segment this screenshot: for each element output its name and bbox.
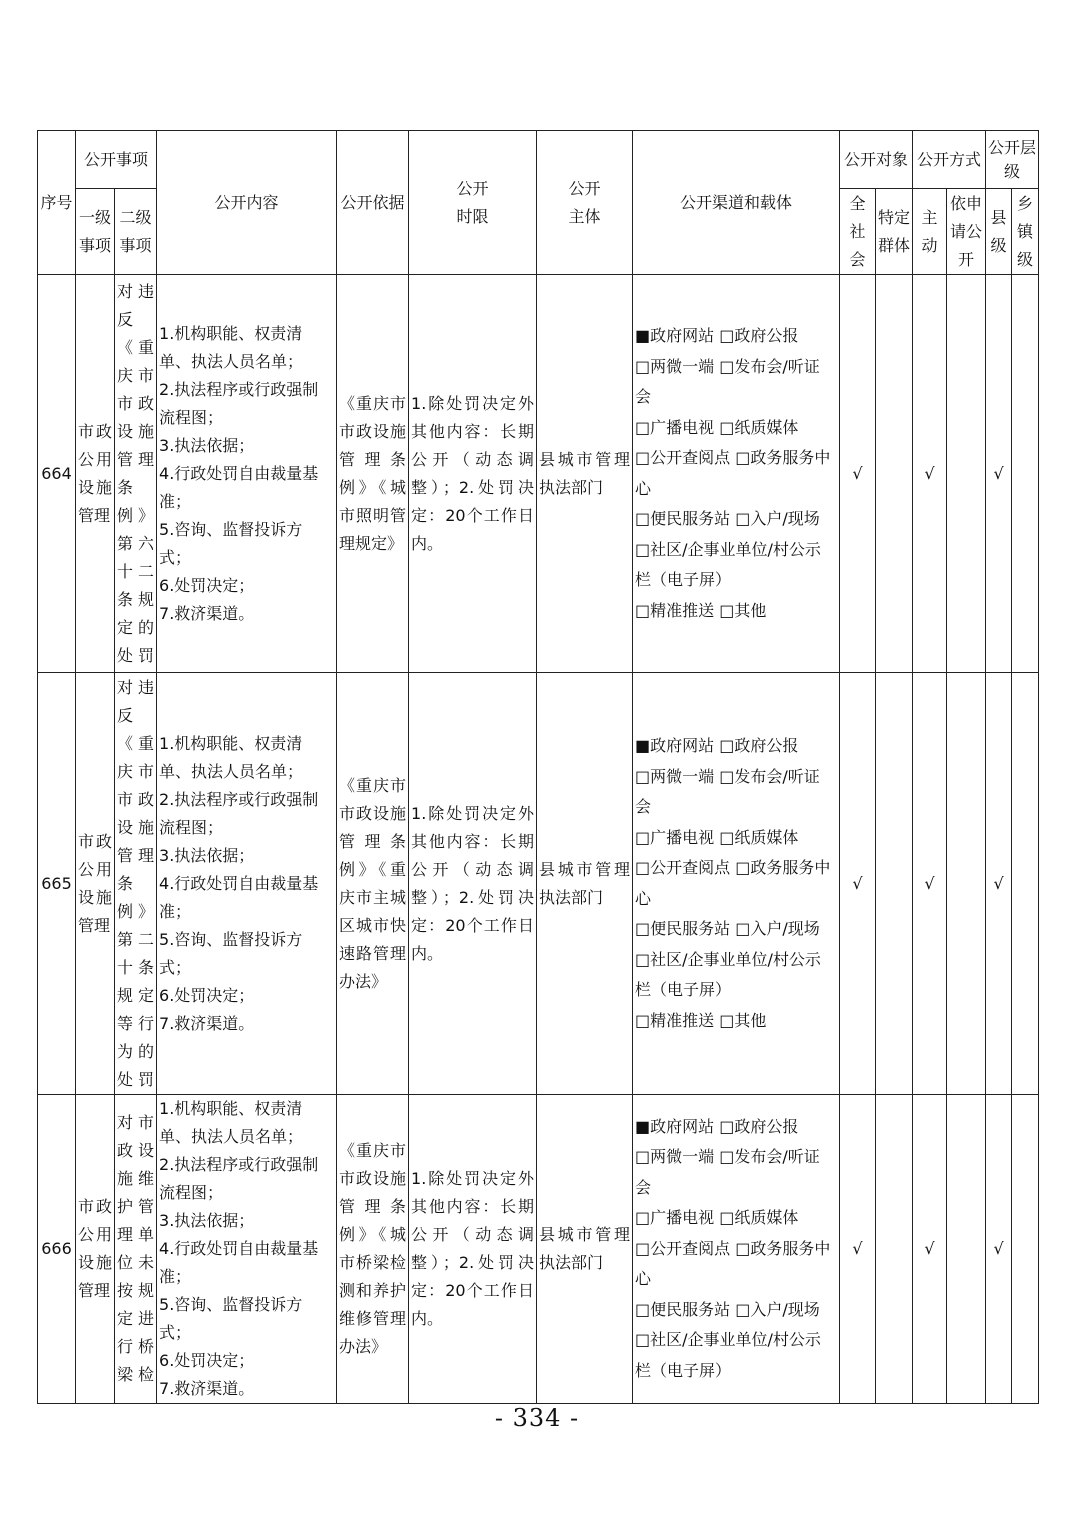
content-line: 2.执法程序或行政强制流程图； [159, 379, 319, 427]
content-line: 4.行政处罚自由裁量基准； [159, 1239, 319, 1286]
row-content [157, 1095, 337, 1404]
content-line: 4.行政处罚自由裁量基准； [159, 463, 319, 511]
content-line: 5.咨询、监督投诉方式； [159, 1295, 303, 1342]
row-level1: 市政公用设施管理 [76, 275, 115, 673]
channel-line: 心 [635, 888, 652, 908]
channel-line: □广播电视 □纸质媒体 [635, 1208, 799, 1228]
header-target-group: 公开对象 [840, 131, 913, 189]
row-subject: 县城市管理执法部门 [537, 1095, 633, 1404]
channel-line: 会 [635, 797, 652, 816]
row-level2: 对违反《重庆市市政设施管理条例》第二十条规定等行为的处罚 [115, 673, 157, 1095]
channel-line: □便民服务站 □入户/现场 [635, 509, 820, 528]
header-target-specific: 特定群体 [876, 189, 913, 275]
row-level-town [1012, 275, 1039, 673]
row-level2: 对违反《重庆市市政设施管理条例》第六十二条规定的处罚 [115, 275, 157, 673]
header-seq: 序号 [38, 131, 76, 275]
header-time-limit-line1: 公开 [456, 178, 489, 198]
disclosure-table [37, 130, 1039, 1404]
header-subject [537, 131, 633, 275]
channel-line: 会 [635, 387, 652, 406]
table-row [38, 1095, 1039, 1404]
channel-line: ■政府网站 □政府公报 [635, 1116, 799, 1136]
channel-line: □两微一端 □发布会/听证 [635, 356, 820, 376]
channel-line: □两微一端 □发布会/听证 [635, 766, 820, 786]
header-level-town: 乡镇级 [1012, 189, 1039, 275]
channel-line: □社区/企事业单位/村公示 [635, 1330, 821, 1350]
content-line: 1.机构职能、权责清单、执法人员名单； [159, 733, 304, 781]
header-level1: 一级事项 [76, 189, 115, 275]
channel-line: 会 [635, 1177, 652, 1197]
content-line: 7.救济渠道。 [159, 603, 255, 623]
row-content [157, 275, 337, 673]
row-channels [633, 673, 840, 1095]
row-seq: 666 [38, 1095, 76, 1404]
header-level2: 二级事项 [115, 189, 157, 275]
row-level-town [1012, 673, 1039, 1095]
content-line: 5.咨询、监督投诉方式； [159, 929, 303, 977]
row-basis: 《重庆市市政设施管理条例》《重庆市主城区城市快速路管理办法》 [337, 673, 409, 1095]
channel-line: □精准推送 □其他 [635, 1010, 767, 1030]
content-line: 7.救济渠道。 [159, 1013, 255, 1033]
channel-line: □精准推送 □其他 [635, 600, 767, 620]
channel-line: ■政府网站 □政府公报 [635, 326, 799, 345]
channel-line: □广播电视 □纸质媒体 [635, 827, 799, 847]
row-level-county: √ [986, 275, 1012, 673]
row-channels [633, 1095, 840, 1404]
row-level-county: √ [986, 673, 1012, 1095]
row-level-town [1012, 1095, 1039, 1404]
channel-line: □公开查阅点 □政务服务中 [635, 858, 831, 877]
header-time-limit-line2: 时限 [456, 206, 489, 226]
row-seq: 665 [38, 673, 76, 1095]
header-target-all: 全社会 [840, 189, 876, 275]
content-line: 1.机构职能、权责清单、执法人员名单； [159, 323, 304, 371]
row-method-request [947, 1095, 986, 1404]
header-subject-line1: 公开 [568, 178, 601, 198]
header-method-active: 主动 [913, 189, 947, 275]
channel-line: 栏（电子屏） [635, 570, 732, 589]
header-content: 公开内容 [157, 131, 337, 275]
header-level-group: 公开层级 [986, 131, 1039, 189]
content-line: 6.处罚决定； [159, 1351, 255, 1370]
row-method-active: √ [913, 275, 947, 673]
channel-line: 栏（电子屏） [635, 980, 732, 999]
row-basis: 《重庆市市政设施管理条例》《城市桥梁检测和养护维修管理办法》 [337, 1095, 409, 1404]
page-number: - 334 - [494, 1404, 580, 1432]
row-method-request [947, 275, 986, 673]
row-time-limit: 1.除处罚决定外其他内容：长期公开（动态调整）；2.处罚决定：20个工作日内。 [409, 1095, 537, 1404]
row-time-limit: 1.除处罚决定外其他内容：长期公开（动态调整）；2.处罚决定：20个工作日内。 [409, 673, 537, 1095]
content-line: 6.处罚决定； [159, 985, 255, 1005]
row-content [157, 673, 337, 1095]
row-target-specific [876, 673, 913, 1095]
table-row [38, 275, 1039, 673]
content-line: 4.行政处罚自由裁量基准； [159, 873, 319, 921]
channel-line: 心 [635, 478, 652, 498]
row-target-all: √ [840, 1095, 876, 1404]
row-method-active: √ [913, 1095, 947, 1404]
row-method-active: √ [913, 673, 947, 1095]
header-method-group: 公开方式 [913, 131, 986, 189]
row-level2: 对市政设施维护管理单位未按规定进行桥梁检 [115, 1095, 157, 1404]
row-seq: 664 [38, 275, 76, 673]
channel-line: □广播电视 □纸质媒体 [635, 417, 799, 437]
row-method-request [947, 673, 986, 1095]
channel-line: ■政府网站 □政府公报 [635, 736, 799, 755]
header-time-limit [409, 131, 537, 275]
header-method-request: 依申请公开 [947, 189, 986, 275]
row-level1: 市政公用设施管理 [76, 673, 115, 1095]
row-subject: 县城市管理执法部门 [537, 673, 633, 1095]
content-line: 7.救济渠道。 [159, 1379, 255, 1398]
row-level1: 市政公用设施管理 [76, 1095, 115, 1404]
header-basis: 公开依据 [337, 131, 409, 275]
content-line: 3.执法依据； [159, 845, 255, 865]
header-level-county: 县级 [986, 189, 1012, 275]
row-level-county: √ [986, 1095, 1012, 1404]
channel-line: □两微一端 □发布会/听证 [635, 1147, 820, 1167]
channel-line: □便民服务站 □入户/现场 [635, 919, 820, 938]
row-target-specific [876, 1095, 913, 1404]
header-channels: 公开渠道和载体 [633, 131, 840, 275]
content-line: 5.咨询、监督投诉方式； [159, 519, 303, 567]
channel-line: □社区/企事业单位/村公示 [635, 539, 821, 559]
row-target-all: √ [840, 275, 876, 673]
row-basis: 《重庆市市政设施管理条例》《城市照明管理规定》 [337, 275, 409, 673]
channel-line: 心 [635, 1269, 652, 1289]
channel-line: □社区/企事业单位/村公示 [635, 949, 821, 969]
channel-line: 栏（电子屏） [635, 1360, 732, 1380]
channel-line: □公开查阅点 □政务服务中 [635, 448, 831, 467]
content-line: 3.执法依据； [159, 435, 255, 455]
content-line: 2.执法程序或行政强制流程图； [159, 1155, 319, 1202]
content-line: 6.处罚决定； [159, 575, 255, 595]
content-line: 1.机构职能、权责清单、执法人员名单； [159, 1099, 304, 1146]
channel-line: □公开查阅点 □政务服务中 [635, 1238, 831, 1258]
header-subject-line2: 主体 [568, 206, 601, 226]
row-channels [633, 275, 840, 673]
row-target-all: √ [840, 673, 876, 1095]
row-target-specific [876, 275, 913, 673]
content-line: 3.执法依据； [159, 1211, 255, 1230]
row-subject: 县城市管理执法部门 [537, 275, 633, 673]
content-line: 2.执法程序或行政强制流程图； [159, 789, 319, 837]
row-time-limit: 1.除处罚决定外其他内容：长期公开（动态调整）；2.处罚决定：20个工作日内。 [409, 275, 537, 673]
channel-line: □便民服务站 □入户/现场 [635, 1299, 820, 1319]
header-item-group: 公开事项 [76, 131, 157, 189]
table-row [38, 673, 1039, 1095]
